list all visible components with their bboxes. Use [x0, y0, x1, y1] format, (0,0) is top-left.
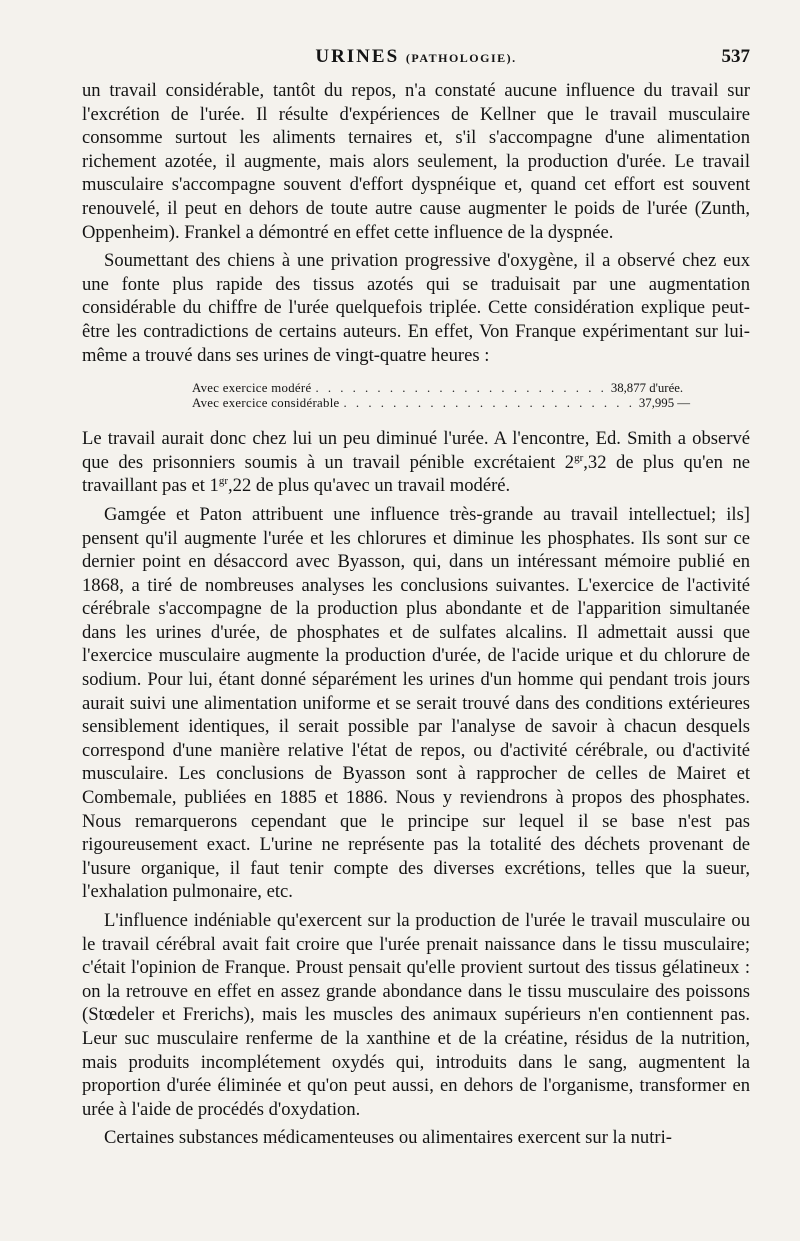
- measurement-row-considerable: [192, 396, 691, 411]
- paragraph-oxygen-privation: Soumettant des chiens à une privation progressive d'oxygène, il a observé chez eux une fonte plus rapide des tissus azotés qui se traduisait par une augmentation considérable du chiffre de l'urée quelquefois triplée. Cette considération explique peut-être les contradictions de certains auteurs. En effet, Von Franque expérimentant sur lui-même a trouvé dans ses urines de vingt-quatre heures :: [82, 250, 750, 366]
- unit-superscript: gr: [574, 451, 584, 464]
- unit-superscript: gr: [218, 475, 228, 488]
- measurement-label: Avec exercice modéré: [192, 381, 312, 396]
- text-run: ,22 de plus qu'avec un travail modéré.: [228, 475, 511, 497]
- text-run: ,32 de plus qu'en ne travaillant pas et 1: [82, 451, 750, 497]
- measurement-value: 38,877 d'urée.: [610, 381, 684, 396]
- running-head-title: [82, 46, 750, 68]
- leader-dots: . . . . . . . . . . . . . . . . . . . . . . . .: [315, 381, 607, 396]
- text-run: Le travail aurait donc chez lui un peu diminué l'urée. A l'encontre, Ed. Smith a observé que des prisonniers soumis à un travail pénible excrétaient 2: [82, 428, 750, 473]
- paragraph-smith: [82, 427, 750, 498]
- page-number: 537: [721, 46, 750, 67]
- leader-dots: . . . . . . . . . . . . . . . . . . . . . . . .: [343, 396, 635, 411]
- section-subtitle: (PATHOLOGIE).: [405, 51, 517, 65]
- paragraph-urea-origin: L'influence indéniable qu'exercent sur la production de l'urée le travail musculaire ou le travail cérébral avait fait croire que l'urée prenait naissance dans le tissu musculaire; c'était l'opinion de Franque. Proust pensait qu'elle provient surtout des tissus gélatineux : on la retrouve en effet en assez grande abondance dans le tissu musculaire des poissons (Stœdeler et Frerichs), mais les muscles des animaux supérieurs n'en contiennent pas. Leur suc musculaire renferme de la xanthine et de la créatine, résidus de la nutrition, mais produits incomplétement oxydés qui, introduits dans le sang, augmentent la proportion d'urée éliminée et qu'on peut aussi, en dehors de l'organisme, transformer en urée à l'aide de procédés d'oxydation.: [82, 910, 750, 1120]
- section-title: URINES: [315, 46, 400, 67]
- paragraph-substances: Certaines substances médicamenteuses ou alimentaires exercent sur la nutri-: [104, 1127, 672, 1149]
- measurement-value: 37,995 —: [638, 396, 691, 411]
- body-text: [82, 79, 750, 1150]
- measurement-label: Avec exercice considérable: [192, 396, 340, 411]
- running-head: [82, 46, 750, 72]
- measurement-row-moderate: [192, 381, 684, 396]
- paragraph-intellectual-work: Gamgée et Paton attribuent une influence très-grande au travail intellectuel; ils] pensent qu'il augmente l'urée et les chlorures et diminue les phosphates. Ils sont sur ce dernier point en désaccord avec Byasson, qui, dans un intéressant mémoire publié en 1868, a tiré de nombreuses analyses les conclusions suivantes. L'exercice de l'activité cérébrale s'accompagne de la production plus abondante et de l'apparition simultanée dans les urines d'urée, de phosphates et de sulfates alcalins. Il admettait aussi que l'exercice musculaire augmente la production d'urée, de l'acide urique et du chlorure de sodium. Pour lui, étant donné séparément les urines d'un homme qui pendant trois jours aurait suivi une alimentation uniforme et se serait trouvé dans des conditions extérieures sensiblement identiques, il serait possible par l'analyse de savoir à chacun desquels correspond d'une manière relative l'état de repos, ou d'activité cérébrale, ou d'activité musculaire. Les conclusions de Byasson sont à rapprocher de celles de Mairet et Combemale, publiées en 1885 et 1886. Nous y reviendrons à propos des phosphates. Nous remarquerons cependant que le principe sur lequel il se base n'est pas rigoureusement exact. L'urine ne représente pas la totalité des déchets provenant de l'usure organique, il faut tenir compte des diverses excrétions, telles que la sueur, l'exhalation pulmonaire, etc.: [82, 503, 750, 903]
- paragraph-continuation: un travail considérable, tantôt du repos, n'a constaté aucune influence du travail sur l'excrétion de l'urée. Il résulte d'expériences de Kellner que le travail musculaire consomme surtout les aliments ternaires et, s'il s'accompagne d'une alimentation richement azotée, il augmente, mais alors seulement, la production d'urée. Le travail musculaire s'accompagne souvent d'effort dyspnéique et, quand cet effort est souvent renouvelé, il peut en dehors de toute autre cause augmenter le poids de l'urée (Zunth, Oppenheim). Frankel a démontré en effet cette influence de la dyspnée.: [82, 80, 750, 243]
- urea-measurement-table: [192, 381, 691, 411]
